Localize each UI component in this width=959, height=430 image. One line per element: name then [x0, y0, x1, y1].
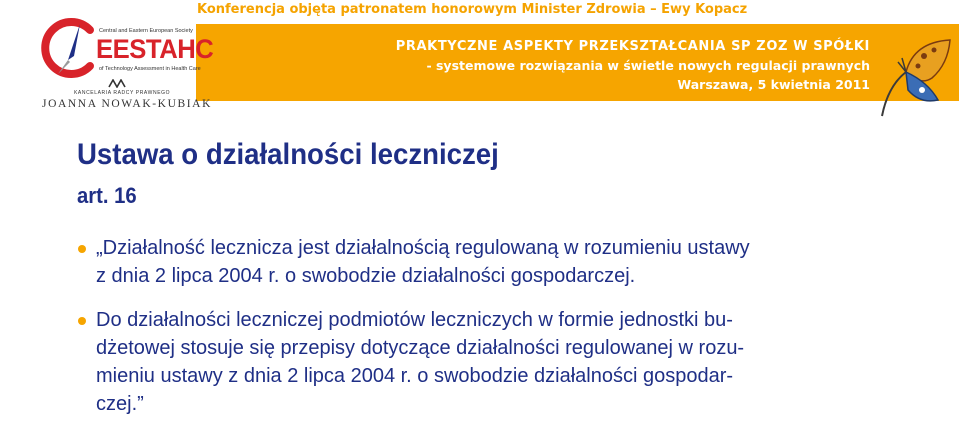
patronage-text: Konferencja objęta patronatem honorowym Minister Zdrowia – Ewy Kopacz [197, 2, 748, 17]
kancelaria-label: KANCELARIA RADCY PRAWNEGO [74, 90, 171, 96]
slide-subtitle: art. 16 [77, 183, 137, 208]
conference-title: PRAKTYCZNE ASPEKTY PRZEKSZTAŁCANIA SP ZOZ W SPÓŁKI [395, 39, 870, 54]
brand-name: EESTAHC [96, 34, 214, 64]
bullet-text [96, 306, 744, 418]
bullet-line: dżetowej stosuje się przepisy dotyczące działalności regulowanej w rozu- [96, 337, 745, 359]
bullet-line: „Działalność lecznicza jest działalnością regulowaną w rozumieniu ustawy [96, 237, 750, 259]
kancelaria-logo-icon [108, 79, 128, 88]
logo-area [0, 0, 214, 110]
kancelaria-name: JOANNA NOWAK-KUBIAK [42, 98, 212, 110]
bullet-icon [78, 245, 86, 253]
butterfly-icon [862, 38, 954, 128]
brand-subtext: of Technology Assessment in Health Care [99, 66, 201, 72]
ceestahc-logo-icon [40, 16, 96, 80]
bullet-line: z dnia 2 lipca 2004 r. o swobodzie działalności gospodarczej. [96, 265, 636, 287]
bullet-line: Do działalności leczniczej podmiotów leczniczych w formie jednostki bu- [96, 309, 733, 331]
bullet-icon [78, 317, 86, 325]
bullet-line: mieniu ustawy z dnia 2 lipca 2004 r. o swobodzie działalności gospodar- [96, 365, 734, 387]
society-text: Central and Eastern European Society [99, 28, 193, 34]
conference-banner-text [396, 37, 870, 94]
conference-date-place: Warszawa, 5 kwietnia 2011 [677, 77, 870, 92]
conference-subtitle: - systemowe rozwiązania w świetle nowych regulacji prawnych [426, 58, 870, 73]
slide-title: Ustawa o działalności leczniczej [77, 138, 499, 171]
bullet-text [96, 234, 750, 290]
bullet-line: czej.” [96, 393, 144, 415]
